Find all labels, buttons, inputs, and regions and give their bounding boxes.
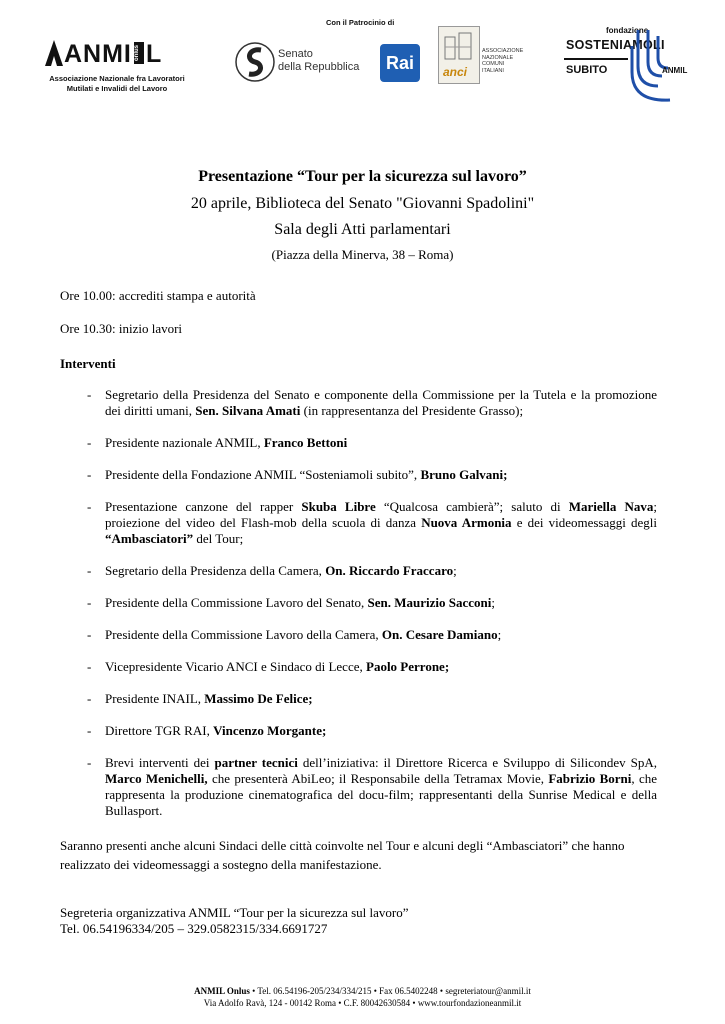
item-text: Vicepresidente Vicario ANCI e Sindaco di Lecce, — [105, 659, 366, 674]
interventi-heading: Interventi — [60, 356, 116, 371]
anci-building-icon — [439, 29, 479, 69]
anmil-wordmark-l: L — [146, 40, 162, 68]
item-text: ; proiezione del video del Flash-mob della scuola di danza — [105, 499, 657, 530]
item-name: Massimo De Felice; — [204, 691, 313, 706]
item-text: , che rappresenta la produzione cinematografica del docu-film; rappresentanti della Sunrise Medical e della Bullasport. — [105, 771, 658, 818]
anmil-logo — [42, 36, 192, 106]
item-text: Presidente INAIL, — [105, 691, 205, 706]
item-text: ; — [497, 627, 502, 642]
item-text: Segretario della Presidenza della Camera, — [105, 563, 326, 578]
list-dash: - — [87, 435, 92, 450]
list-item — [60, 595, 657, 611]
list-item — [60, 499, 657, 547]
item-text: Presidente della Commissione Lavoro del Senato, — [105, 595, 368, 610]
list-dash: - — [87, 467, 92, 482]
list-dash: - — [87, 659, 92, 674]
anci-line4: ITALIANI — [482, 67, 504, 74]
anmil-onlus-tag: onlus — [134, 42, 144, 64]
fondazione-title: SOSTENIAMOLI — [566, 38, 665, 52]
schedule-accrediti: Ore 10.00: accrediti stampa e autorità — [60, 288, 256, 303]
anmil-subtitle — [42, 74, 192, 94]
closing-paragraph: Saranno presenti anche alcuni Sindaci delle città coinvolte nel Tour e alcuni degli “Ambasciatori” che hanno realizzato dei videomessaggi a sostegno della manifestazione. — [60, 838, 625, 872]
item-text: Direttore TGR RAI, — [105, 723, 214, 738]
event-address: (Piazza della Minerva, 38 – Roma) — [271, 247, 454, 262]
list-dash: - — [87, 563, 92, 578]
anmil-subtitle-line2: Mutilati e Invalidi del Lavoro — [66, 84, 168, 93]
footer-contacts: • Tel. 06.54196-205/234/334/215 • Fax 06.5402248 • segreteriatour@anmil.it — [249, 986, 531, 996]
item-name: Sen. Silvana Amati — [195, 403, 301, 418]
item-name: On. Cesare Damiano — [381, 627, 498, 642]
fondazione-divider — [564, 58, 628, 60]
item-name: Bruno Galvani; — [420, 467, 508, 482]
anci-text — [482, 48, 523, 74]
list-dash: - — [87, 387, 92, 402]
senato-text — [278, 48, 359, 74]
footer-line2: Via Adolfo Ravà, 124 - 00142 Roma • C.F. 80042630584 • www.tourfondazioneanmil.it — [203, 998, 522, 1008]
item-text: ; — [491, 595, 495, 610]
senato-emblem-icon — [234, 40, 276, 84]
item-name: Vincenzo Morgante; — [213, 723, 327, 738]
event-room: Sala degli Atti parlamentari — [274, 221, 451, 238]
item-name: Skuba Libre — [301, 499, 376, 514]
item-name: “Ambasciatori” — [105, 531, 194, 546]
schedule-inizio-lavori: Ore 10.30: inizio lavori — [60, 321, 183, 336]
anci-wordmark: anci — [443, 65, 468, 79]
list-dash: - — [87, 595, 92, 610]
footer-line1 — [0, 985, 725, 997]
list-item — [60, 387, 657, 419]
item-text: Presidente nazionale ANMIL, — [105, 435, 264, 450]
item-name: Franco Bettoni — [263, 435, 348, 450]
list-item — [60, 627, 657, 643]
interventi-list — [60, 387, 657, 835]
item-text: dell’iniziativa: il Direttore Ricerca e Sviluppo di Silicondev SpA, — [297, 755, 657, 770]
list-dash: - — [87, 755, 92, 770]
item-text: Presentazione canzone del rapper — [105, 499, 302, 514]
item-text: Brevi interventi dei — [105, 755, 215, 770]
document-title: Presentazione “Tour per la sicurezza sul lavoro” — [198, 168, 527, 185]
item-name: Fabrizio Borni — [548, 771, 632, 786]
list-item — [60, 659, 657, 675]
item-text: del Tour; — [193, 531, 244, 546]
item-name: partner tecnici — [214, 755, 298, 770]
anmil-subtitle-line1: Associazione Nazionale fra Lavoratori — [49, 74, 185, 83]
fondazione-logo — [564, 26, 688, 110]
item-text: Presidente della Fondazione ANMIL “Sosteniamoli subito”, — [105, 467, 421, 482]
list-item — [60, 563, 657, 579]
event-date-venue: 20 aprile, Biblioteca del Senato "Giovanni Spadolini" — [190, 195, 535, 212]
list-item — [60, 723, 657, 739]
segreteria-line1: Segreteria organizzativa ANMIL “Tour per la sicurezza sul lavoro” — [60, 905, 409, 920]
fondazione-anmil-mark: ANMIL — [662, 66, 688, 75]
item-text: che presenterà AbiLeo; il Responsabile della Tetramax Movie, — [207, 771, 549, 786]
patrocinio-label: Con il Patrocinio di — [326, 18, 395, 27]
anci-line3: COMUNI — [482, 61, 505, 67]
rai-logo: Rai — [380, 44, 420, 82]
list-dash: - — [87, 723, 92, 738]
anmil-emblem-icon — [42, 38, 66, 68]
list-dash: - — [87, 691, 92, 706]
item-text: Presidente della Commissione Lavoro della Camera, — [105, 627, 382, 642]
footer-org: ANMIL Onlus — [194, 986, 250, 996]
list-item — [60, 467, 657, 483]
list-item — [60, 755, 657, 819]
segreteria-contact — [60, 905, 657, 937]
anci-line1: ASSOCIAZIONE — [482, 48, 524, 54]
list-dash: - — [87, 499, 92, 514]
item-text: Segretario della Presidenza del Senato e componente della Commissione per la Tutela e la promozione dei diritti umani, — [105, 387, 657, 418]
item-name: On. Riccardo Fraccaro — [325, 563, 454, 578]
list-item — [60, 691, 657, 707]
fondazione-subtitle: SUBITO — [566, 64, 608, 76]
item-text: “Qualcosa cambierà”; saluto di — [375, 499, 569, 514]
anci-line2: NAZIONALE — [482, 54, 514, 61]
anmil-wordmark: ANMI — [64, 40, 132, 68]
item-text: (in rappresentanza del Presidente Grasso); — [300, 403, 524, 418]
item-name: Marco Menichelli, — [105, 771, 208, 786]
list-dash: - — [87, 627, 92, 642]
senato-line1: Senato — [278, 48, 313, 60]
list-item — [60, 435, 657, 451]
item-text: ; — [453, 563, 457, 578]
item-name: Nuova Armonia — [421, 515, 512, 530]
anci-logo — [438, 26, 524, 84]
footer — [0, 985, 725, 1009]
item-text: e dei videomessaggi degli — [511, 515, 657, 530]
segreteria-phone: Tel. 06.54196334/205 – 329.0582315/334.6691727 — [60, 921, 328, 936]
item-name: Mariella Nava — [568, 499, 654, 514]
item-name: Sen. Maurizio Sacconi — [367, 595, 492, 610]
senato-logo — [234, 40, 374, 84]
anci-emblem — [438, 26, 480, 84]
item-name: Paolo Perrone; — [366, 659, 450, 674]
senato-line2: della Repubblica — [278, 61, 360, 73]
fondazione-label: fondazione — [606, 26, 649, 35]
